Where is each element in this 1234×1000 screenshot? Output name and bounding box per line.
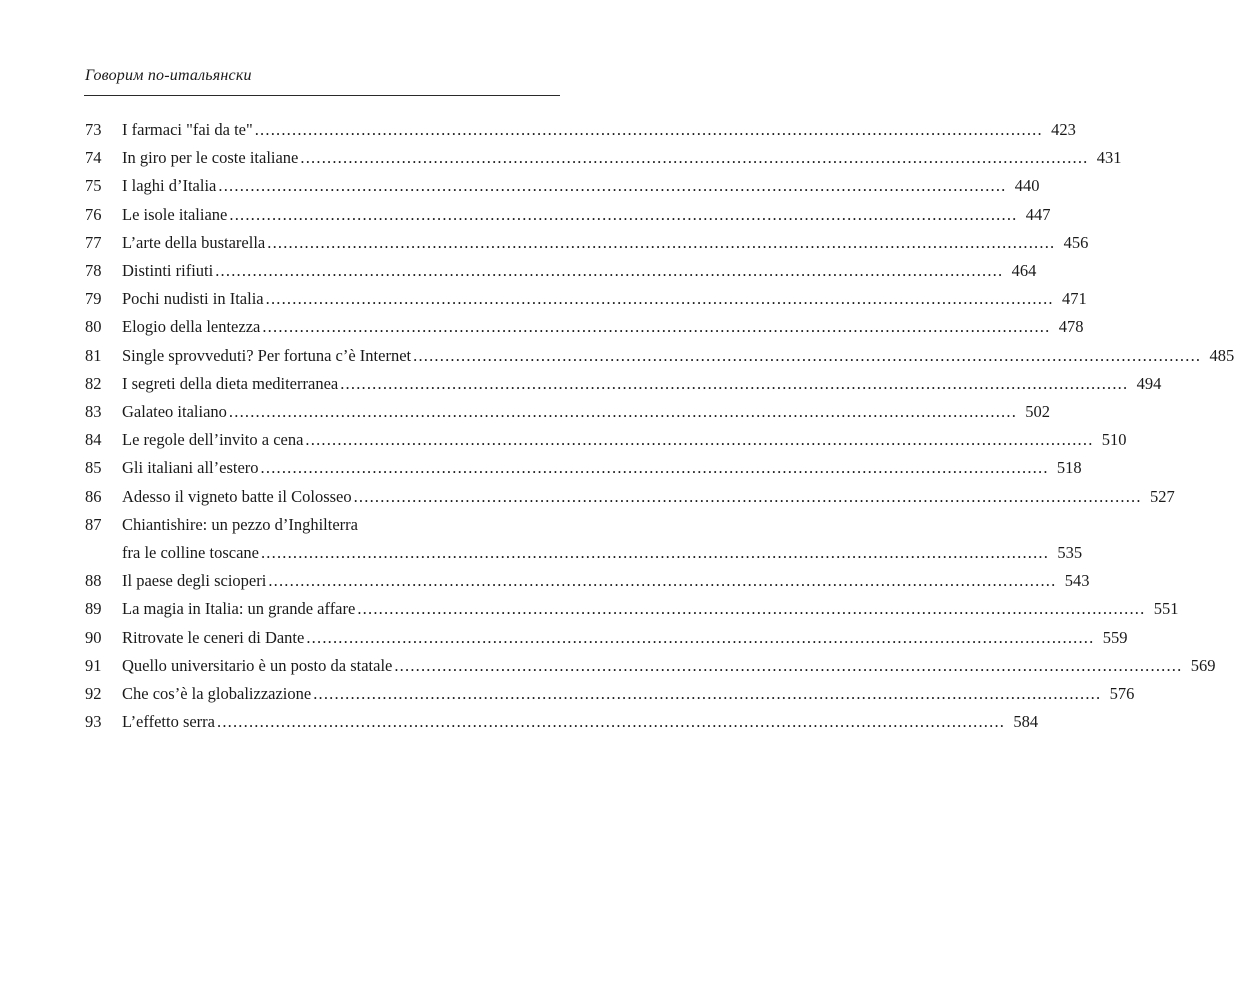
toc-entry	[85, 172, 1040, 200]
entry-title-line	[122, 342, 1234, 370]
entry-title: In giro per le coste italiane	[122, 148, 299, 168]
toc-entry	[85, 595, 1179, 623]
toc-entry	[85, 229, 1089, 257]
entry-number: 79	[85, 289, 102, 309]
toc-entry	[85, 257, 1037, 285]
toc-entry	[85, 144, 1122, 172]
entry-body	[122, 257, 1037, 285]
entry-title-line	[122, 257, 1037, 285]
running-head-title: Говорим по-итальянски	[85, 67, 252, 84]
dot-leader: ....................................................................................................................................................	[265, 289, 1054, 309]
entry-body	[122, 370, 1162, 398]
toc-entry	[85, 285, 1087, 313]
entry-body	[122, 172, 1040, 200]
toc-entry	[85, 342, 1234, 370]
entry-page-number: 584	[1013, 712, 1039, 732]
entry-number: 87	[85, 514, 102, 534]
header-rule	[84, 95, 560, 96]
entry-page-number: 576	[1109, 684, 1135, 704]
entry-body	[122, 708, 1039, 736]
entry-page-number: 527	[1149, 486, 1175, 506]
entry-page-number: 518	[1056, 458, 1082, 478]
entry-number: 80	[85, 317, 102, 337]
entry-page-number: 551	[1153, 599, 1179, 619]
toc-entry	[85, 652, 1216, 680]
entry-title: fra le colline toscane	[122, 543, 259, 563]
dot-leader: ....................................................................................................................................................	[353, 486, 1142, 506]
entry-title-line	[122, 172, 1040, 200]
entry-body	[122, 116, 1076, 144]
entry-body	[122, 511, 1083, 567]
entry-number: 74	[85, 148, 102, 168]
entry-title: Il paese degli scioperi	[122, 571, 267, 591]
entry-number: 76	[85, 204, 102, 224]
entry-page-number: 431	[1096, 148, 1122, 168]
entry-number: 85	[85, 458, 102, 478]
entry-title-line	[122, 483, 1175, 511]
entry-page-number: 569	[1190, 655, 1216, 675]
dot-leader: ....................................................................................................................................................	[215, 261, 1004, 281]
entry-number: 81	[85, 345, 102, 365]
toc-entry	[85, 370, 1162, 398]
entry-title: Gli italiani all’estero	[122, 458, 259, 478]
entry-title-line	[122, 398, 1051, 426]
entry-title: I segreti della dieta mediterranea	[122, 373, 339, 393]
entry-page-number: 447	[1025, 204, 1051, 224]
dot-leader: ....................................................................................................................................................	[413, 345, 1202, 365]
entry-number: 84	[85, 430, 102, 450]
entry-title: I laghi d’Italia	[122, 176, 217, 196]
entry-title: Pochi nudisti in Italia	[122, 289, 264, 309]
entry-title: Che cos’è la globalizzazione	[122, 684, 312, 704]
entry-page-number: 485	[1209, 345, 1234, 365]
entry-number: 89	[85, 599, 102, 619]
entry-page-number: 494	[1136, 373, 1162, 393]
entry-body	[122, 201, 1051, 229]
entry-body	[122, 624, 1128, 652]
entry-page-number: 478	[1058, 317, 1084, 337]
toc-entry	[85, 483, 1175, 511]
entry-title: L’effetto serra	[122, 712, 215, 732]
entry-body	[122, 483, 1175, 511]
entry-title: Ritrovate le ceneri di Dante	[122, 627, 305, 647]
entry-number: 75	[85, 176, 102, 196]
dot-leader: ....................................................................................................................................................	[306, 627, 1095, 647]
dot-leader: ....................................................................................................................................................	[262, 317, 1051, 337]
entry-title: La magia in Italia: un grande affare	[122, 599, 356, 619]
entry-title: Quello universitario è un posto da statale	[122, 655, 393, 675]
entry-title-line	[122, 624, 1128, 652]
dot-leader: ....................................................................................................................................................	[394, 655, 1183, 675]
entry-body	[122, 342, 1234, 370]
entry-title-line	[122, 652, 1216, 680]
entry-body	[122, 595, 1179, 623]
toc-entry	[85, 398, 1051, 426]
entry-number: 82	[85, 373, 102, 393]
entry-title-line	[122, 539, 1083, 567]
entry-body	[122, 454, 1082, 482]
dot-leader: ....................................................................................................................................................	[217, 712, 1006, 732]
entry-page-number: 502	[1025, 402, 1051, 422]
entry-number: 90	[85, 627, 102, 647]
entry-page-number: 510	[1101, 430, 1127, 450]
entry-title-line	[122, 370, 1162, 398]
toc-entry	[85, 426, 1127, 454]
dot-leader: ....................................................................................................................................................	[228, 402, 1018, 422]
entry-title: L’arte della bustarella	[122, 232, 266, 252]
entry-title: Distinti rifiuti	[122, 261, 214, 281]
entry-title-line	[122, 144, 1122, 172]
entry-body	[122, 680, 1135, 708]
entry-page-number: 471	[1061, 289, 1087, 309]
entry-body	[122, 426, 1127, 454]
entry-title: Le isole italiane	[122, 204, 228, 224]
entry-title-line	[122, 708, 1039, 736]
entry-title: Le regole dell’invito a cena	[122, 430, 304, 450]
entry-title-line	[122, 595, 1179, 623]
entry-title: Single sprovveduti? Per fortuna c’è Internet	[122, 345, 412, 365]
entry-page-number: 464	[1011, 261, 1037, 281]
entry-title-line	[122, 680, 1135, 708]
entry-title-line	[122, 116, 1076, 144]
entry-number: 91	[85, 655, 102, 675]
table-of-contents	[85, 116, 1234, 736]
entry-body	[122, 229, 1089, 257]
toc-entry	[85, 116, 1076, 144]
entry-body	[122, 652, 1216, 680]
dot-leader: ....................................................................................................................................................	[260, 458, 1049, 478]
entry-title-line	[122, 426, 1127, 454]
entry-number: 88	[85, 571, 102, 591]
entry-page-number: 456	[1063, 232, 1089, 252]
dot-leader: ....................................................................................................................................................	[340, 373, 1129, 393]
entry-body	[122, 313, 1084, 341]
entry-page-number: 543	[1064, 571, 1090, 591]
dot-leader: ....................................................................................................................................................	[268, 571, 1057, 591]
entry-title-line	[122, 454, 1082, 482]
entry-page-number: 559	[1102, 627, 1128, 647]
dot-leader: ....................................................................................................................................................	[254, 120, 1043, 139]
toc-entry	[85, 567, 1090, 595]
entry-body	[122, 285, 1087, 313]
dot-leader: ....................................................................................................................................................	[229, 204, 1018, 224]
toc-entry	[85, 313, 1084, 341]
toc-entry	[85, 708, 1039, 736]
entry-number: 83	[85, 402, 102, 422]
dot-leader: ....................................................................................................................................................	[260, 543, 1050, 563]
entry-number: 73	[85, 120, 102, 139]
entry-title: Adesso il vigneto batte il Colosseo	[122, 486, 352, 506]
entry-title-first-line: Chiantishire: un pezzo d’Inghilterra	[122, 514, 358, 534]
dot-leader: ....................................................................................................................................................	[313, 684, 1102, 704]
entry-number: 77	[85, 232, 102, 252]
entry-body	[122, 144, 1122, 172]
entry-title-line	[122, 201, 1051, 229]
entry-page-number: 535	[1057, 543, 1083, 563]
entry-body	[122, 567, 1090, 595]
dot-leader: ....................................................................................................................................................	[267, 232, 1056, 252]
entry-title: Galateo italiano	[122, 402, 227, 422]
dot-leader: ....................................................................................................................................................	[218, 176, 1007, 196]
toc-entry	[85, 511, 1083, 567]
entry-number: 92	[85, 684, 102, 704]
toc-entry	[85, 624, 1128, 652]
toc-entry	[85, 454, 1082, 482]
entry-number: 93	[85, 712, 102, 732]
entry-number: 78	[85, 261, 102, 281]
entry-number: 86	[85, 486, 102, 506]
toc-entry	[85, 201, 1051, 229]
entry-title-line	[122, 229, 1089, 257]
dot-leader: ....................................................................................................................................................	[305, 430, 1094, 450]
entry-title-line	[122, 567, 1090, 595]
entry-page-number: 440	[1014, 176, 1040, 196]
entry-page-number: 423	[1051, 120, 1076, 139]
entry-title-line	[122, 313, 1084, 341]
entry-title: Elogio della lentezza	[122, 317, 261, 337]
entry-body	[122, 398, 1051, 426]
toc-entry	[85, 680, 1135, 708]
dot-leader: ....................................................................................................................................................	[300, 148, 1089, 168]
entry-title: I farmaci "fai da te"	[122, 120, 253, 139]
dot-leader: ....................................................................................................................................................	[357, 599, 1146, 619]
entry-title-line	[122, 285, 1087, 313]
